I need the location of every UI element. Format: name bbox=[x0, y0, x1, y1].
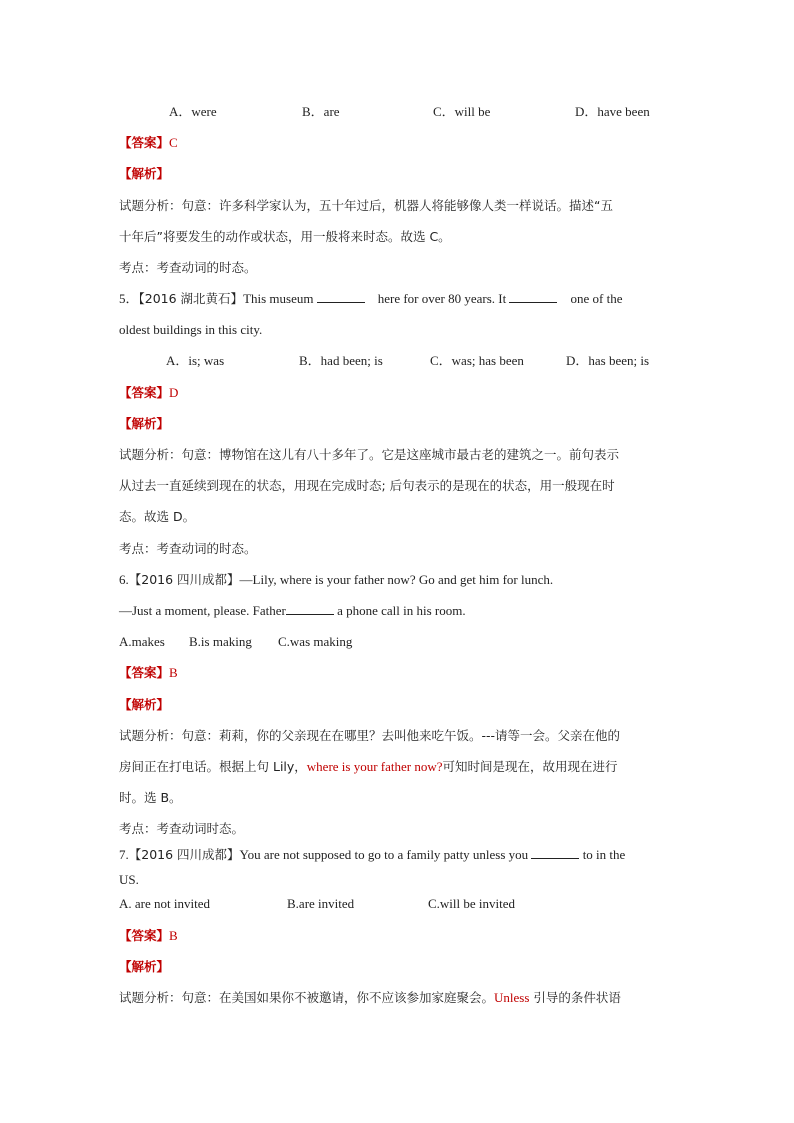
q6-analysis-line1: 试题分析：句意：莉莉，你的父亲现在在哪里？去叫他来吃午饭。---请等一会。父亲在他的 bbox=[119, 728, 621, 743]
answer-value: B bbox=[169, 928, 178, 943]
q4-option-b: B．are bbox=[302, 104, 340, 119]
q5-text-c: one of the bbox=[570, 291, 623, 306]
q6-analysis-label: 【解析】 bbox=[119, 697, 170, 712]
q5-analysis-line1: 试题分析：句意：博物馆在这儿有八十多年了。它是这座城市最古老的建筑之一。前句表示 bbox=[119, 447, 620, 462]
q4-analysis-line2: 十年后”将要发生的动作或状态，用一般将来时态。故选 C。 bbox=[119, 229, 451, 244]
q6-point: 考点：考查动词时态。 bbox=[119, 821, 245, 836]
q5-number: 5． bbox=[119, 291, 139, 306]
q6-text-a: —Just a moment, please. Father bbox=[119, 603, 286, 618]
answer-label: 【答案】 bbox=[119, 385, 170, 400]
q5-blank-1 bbox=[317, 290, 365, 303]
q6-option-a: A.makes bbox=[119, 634, 165, 649]
q6-number: 6. bbox=[119, 572, 129, 587]
answer-label: 【答案】 bbox=[119, 665, 170, 680]
answer-label: 【答案】 bbox=[119, 928, 170, 943]
q6-text: —Lily, where is your father now? Go and get him for lunch. bbox=[239, 572, 554, 587]
q5-blank-2 bbox=[509, 290, 557, 303]
q6-question bbox=[119, 571, 553, 589]
q7-option-c: C.will be invited bbox=[428, 896, 516, 911]
q7-analysis-label: 【解析】 bbox=[119, 959, 170, 974]
q6-source: 【2016 四川成都】 bbox=[128, 572, 240, 587]
q7-text-b: to in the bbox=[582, 847, 626, 862]
q5-question bbox=[119, 290, 622, 308]
answer-value: B bbox=[169, 665, 178, 680]
q5-answer bbox=[119, 384, 178, 402]
q7-analysis-a: 试题分析：句意：在美国如果你不被邀请，你不应该参加家庭聚会。 bbox=[119, 990, 495, 1005]
q5-source: 【2016 湖北黄石】 bbox=[138, 291, 244, 306]
q6-analysis-line3: 时。选 B。 bbox=[119, 790, 182, 805]
q5-analysis-label: 【解析】 bbox=[119, 416, 170, 431]
q6-option-b: B.is making bbox=[189, 634, 252, 649]
q7-analysis-unless: Unless bbox=[494, 990, 530, 1005]
q5-text-a: This museum bbox=[243, 291, 314, 306]
q5-option-b: B．had been; is bbox=[299, 353, 383, 368]
q7-analysis-b: 引导的条件状语 bbox=[529, 990, 621, 1005]
q7-option-a: A. are not invited bbox=[119, 896, 210, 911]
q6-analysis-quote: where is your father now? bbox=[306, 759, 443, 774]
q6-analysis-2a: 房间正在打电话。根据上句 Lily， bbox=[119, 759, 307, 774]
q7-question bbox=[119, 846, 625, 864]
q5-option-c: C．was; has been bbox=[430, 353, 524, 368]
q4-analysis-line1: 试题分析：句意：许多科学家认为，五十年过后，机器人将能够像人类一样说话。描述“五 bbox=[119, 198, 613, 213]
answer-label: 【答案】 bbox=[119, 135, 170, 150]
q7-text-a: You are not supposed to go to a family patty unless you bbox=[239, 847, 529, 862]
q6-option-c: C.was making bbox=[278, 634, 353, 649]
q6-question-line2 bbox=[119, 602, 466, 620]
q7-blank bbox=[531, 846, 579, 859]
q4-option-d: D．have been bbox=[575, 104, 650, 119]
q4-option-c: C．will be bbox=[433, 104, 491, 119]
q5-analysis-line3: 态。故选 D。 bbox=[119, 509, 196, 524]
q5-option-a: A．is; was bbox=[166, 353, 225, 368]
q4-answer bbox=[119, 134, 178, 152]
q7-answer bbox=[119, 927, 178, 945]
q4-point: 考点：考查动词的时态。 bbox=[119, 260, 257, 275]
answer-value: C bbox=[169, 135, 178, 150]
q7-number: 7. bbox=[119, 847, 129, 862]
q6-analysis-2b: 可知时间是现在，故用现在进行 bbox=[442, 759, 618, 774]
q5-point: 考点：考查动词的时态。 bbox=[119, 541, 257, 556]
q4-option-a: A．were bbox=[169, 104, 217, 119]
q6-answer bbox=[119, 664, 178, 682]
q5-question-line2: oldest buildings in this city. bbox=[119, 322, 263, 337]
q4-analysis-label: 【解析】 bbox=[119, 166, 170, 181]
answer-value: D bbox=[169, 385, 179, 400]
q7-analysis-line1 bbox=[119, 989, 621, 1007]
q5-option-d: D．has been; is bbox=[566, 353, 650, 368]
q7-option-b: B.are invited bbox=[287, 896, 355, 911]
q5-text-b: here for over 80 years. It bbox=[377, 291, 507, 306]
q6-text-b: a phone call in his room. bbox=[337, 603, 466, 618]
q7-question-line2: US. bbox=[119, 872, 139, 887]
q6-analysis-line2 bbox=[119, 758, 618, 776]
q7-source: 【2016 四川成都】 bbox=[128, 847, 240, 862]
q6-blank bbox=[286, 602, 334, 615]
q5-analysis-line2: 从过去一直延续到现在的状态，用现在完成时态; 后句表示的是现在的状态，用一般现在时 bbox=[119, 478, 615, 493]
